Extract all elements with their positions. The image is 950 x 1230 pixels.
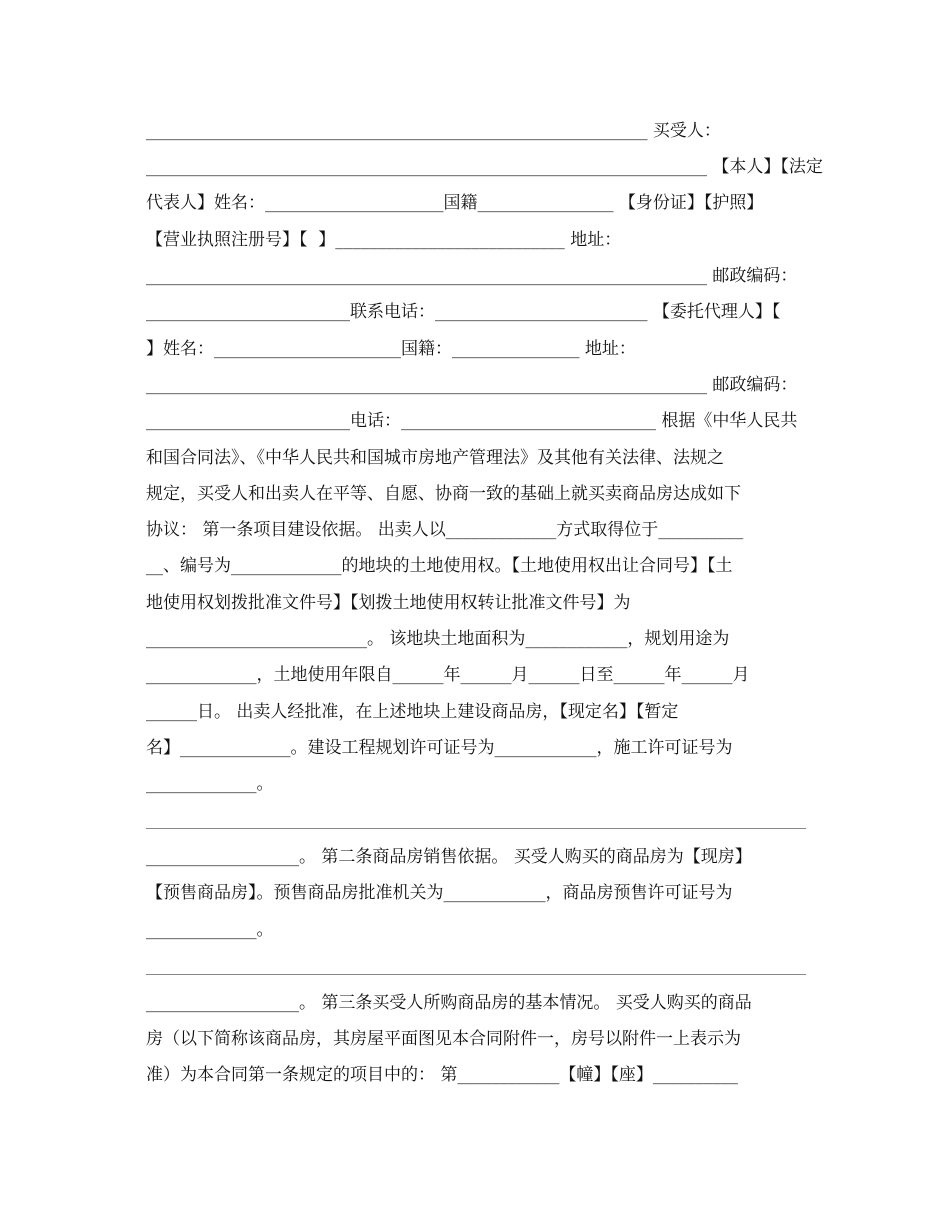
text-line: 房（以下简称该商品房，其房屋平面图见本合同附件一，房号以附件一上表示为: [146, 1029, 741, 1049]
text-line: 】姓名：______________________国籍：_______________ 地址：: [146, 339, 636, 359]
text-line: 代表人】姓名：_____________________国籍________________ 【身份证】【护照】: [146, 193, 764, 213]
text-line: 和国合同法》、《中华人民共和国城市房地产管理法》及其他有关法律、法规之: [146, 448, 724, 468]
text-line: __________________。 第三条买受人所购商品房的基本情况。 买受人购买的商品: [146, 993, 752, 1013]
text-line: 规定，买受人和出卖人在平等、自愿、协商一致的基础上就买卖商品房达成如下: [146, 484, 741, 504]
text-line: 地使用权划拨批准文件号】【划拨土地使用权转让批准文件号】为: [146, 593, 631, 613]
text-line: 【预售商品房】。预售商品房批准机关为____________，商品房预售许可证号为: [146, 883, 733, 903]
text-line: __________________________。 该地块土地面积为____________，规划用途为: [146, 629, 730, 649]
text-line: 【营业执照注册号】【 】___________________________ 地址：: [146, 230, 622, 250]
text-line: _____________。: [146, 920, 274, 940]
text-line: ________________________电话：______________________________ 根据《中华人民共: [146, 411, 798, 431]
text-line: __________________________________________________________________ 邮政编码：: [146, 266, 798, 286]
text-line: ________________________联系电话：_________________________ 【委托代理人】【: [146, 302, 781, 322]
blank-rule: [146, 974, 806, 975]
text-line: __、编号为_____________的地块的土地使用权。【土地使用权出让合同号】【土: [146, 556, 733, 576]
text-line: 名】_____________。建设工程规划许可证号为____________，施工许可证号为: [146, 738, 733, 758]
text-line: _____________。: [146, 774, 274, 794]
text-line: ______日。 出卖人经批准，在上述地块上建设商品房，【现定名】【暂定: [146, 702, 679, 722]
text-line: 协议： 第一条项目建设依据。 出卖人以_____________方式取得位于__________: [146, 520, 744, 540]
text-line: __________________________________________________________________ 【本人】【法定: [146, 157, 823, 177]
text-line: __________________。 第二条商品房销售依据。 买受人购买的商品房为【现房】: [146, 847, 752, 867]
text-line: ___________________________________________________________ 买受人：: [146, 121, 721, 141]
text-line: _____________，土地使用年限自______年______月______日至______年______月: [146, 665, 750, 685]
text-line: 准）为本合同第一条规定的项目中的： 第____________【幢】【座】__________: [146, 1065, 738, 1085]
blank-rule: [146, 828, 806, 829]
text-line: __________________________________________________________________ 邮政编码：: [146, 375, 798, 395]
